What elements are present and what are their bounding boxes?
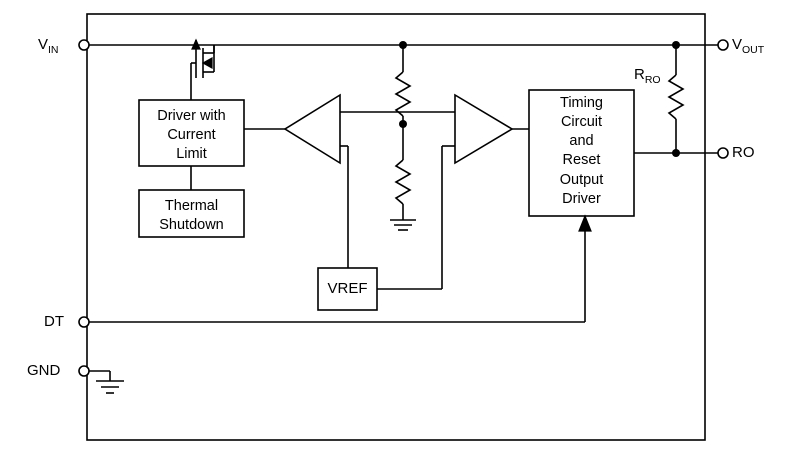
pin-terminal-dt bbox=[79, 317, 89, 327]
block-label-driver: Driver with Current Limit bbox=[157, 108, 226, 163]
pin-label-vin: $V_{IN}$ bbox=[38, 36, 59, 56]
pin-terminal-vout bbox=[718, 40, 728, 50]
symbol-comparator bbox=[455, 95, 512, 163]
block-label-thermal: Thermal Shutdown bbox=[159, 198, 224, 234]
pin-terminal-gnd bbox=[79, 366, 89, 376]
arrowhead-dt-into-timing bbox=[579, 216, 591, 231]
resistor-rro bbox=[669, 75, 683, 119]
resistor-divider-bottom bbox=[396, 160, 410, 204]
junction-dot-divider-tap bbox=[399, 120, 407, 128]
pin-label-vout: $V_{OUT}$ bbox=[732, 36, 765, 56]
pin-terminal-vin bbox=[79, 40, 89, 50]
pin-label-ro: RO bbox=[732, 144, 755, 161]
block-label-timing: Timing Circuit and Reset Output Driver bbox=[559, 95, 604, 207]
pin-label-dt: DT bbox=[44, 313, 64, 330]
pin-terminal-ro bbox=[718, 148, 728, 158]
component-label-rro: $R_{RO}$ bbox=[634, 66, 661, 86]
pin-label-gnd: GND bbox=[27, 362, 61, 379]
symbol-error-amplifier bbox=[285, 95, 340, 163]
mosfet-body-arrow bbox=[203, 58, 212, 68]
block-label-vref: VREF bbox=[327, 280, 368, 297]
resistor-divider-top bbox=[396, 72, 410, 116]
